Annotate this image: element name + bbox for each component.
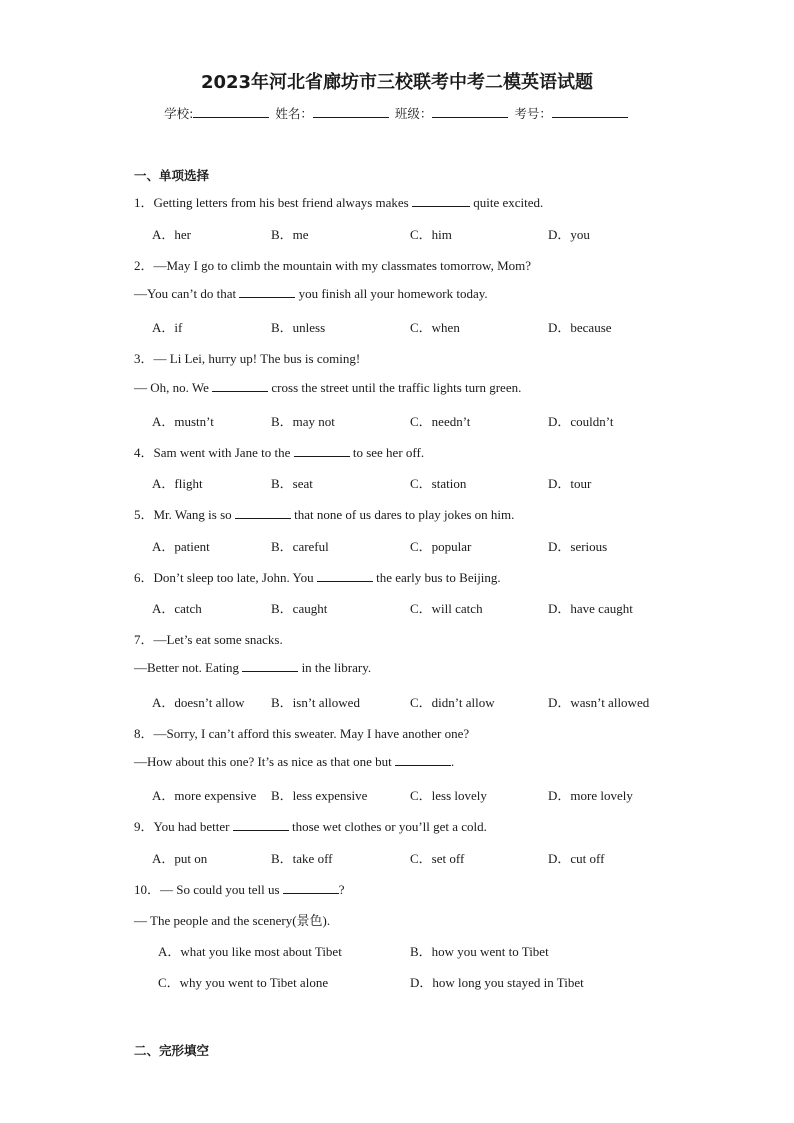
question-6 bbox=[134, 567, 501, 586]
answer-blank bbox=[283, 882, 339, 894]
question-7-line-2 bbox=[134, 660, 371, 676]
option-b[interactable]: B．take off bbox=[271, 851, 333, 866]
option-d[interactable]: D．couldn’t bbox=[548, 414, 614, 429]
question-text: to see her off. bbox=[349, 445, 425, 460]
section-heading-single-choice: 一、单项选择 bbox=[134, 168, 210, 183]
option-c[interactable]: C．will catch bbox=[410, 601, 483, 616]
question-text: 10．— So could you tell us bbox=[134, 882, 283, 897]
section-heading-cloze: 二、完形填空 bbox=[134, 1043, 210, 1058]
question-text: those wet clothes or you’ll get a cold. bbox=[288, 819, 487, 834]
question-text: cross the street until the traffic lights turn green. bbox=[268, 380, 522, 395]
question-text: in the library. bbox=[298, 660, 372, 675]
question-8: 8．—Sorry, I can’t afford this sweater. May I have another one? bbox=[134, 726, 470, 741]
school-label: 学校: bbox=[164, 106, 194, 121]
question-text: ? bbox=[338, 882, 345, 897]
option-a[interactable]: A．flight bbox=[152, 476, 203, 491]
option-b[interactable]: B．seat bbox=[271, 476, 313, 491]
option-b[interactable]: B．less expensive bbox=[271, 788, 368, 803]
option-c[interactable]: C．set off bbox=[410, 851, 465, 866]
question-3-line-2 bbox=[134, 380, 521, 396]
answer-blank bbox=[242, 660, 298, 672]
question-text: 6．Don’t sleep too late, John. You bbox=[134, 570, 317, 585]
option-b[interactable]: B．isn’t allowed bbox=[271, 695, 360, 710]
question-text: 1．Getting letters from his best friend always makes bbox=[134, 195, 412, 210]
option-d[interactable]: D．how long you stayed in Tibet bbox=[410, 975, 584, 990]
question-3: 3．— Li Lei, hurry up! The bus is coming! bbox=[134, 351, 361, 366]
exam-number-label: 考号： bbox=[514, 106, 552, 121]
exam-number-blank[interactable] bbox=[552, 105, 628, 118]
name-blank[interactable] bbox=[313, 105, 389, 118]
option-a[interactable]: A．if bbox=[152, 320, 183, 335]
question-text: —You can’t do that bbox=[134, 286, 240, 301]
question-text: . bbox=[451, 754, 455, 769]
answer-blank bbox=[233, 819, 289, 831]
option-a[interactable]: A．put on bbox=[152, 851, 208, 866]
option-b[interactable]: B．careful bbox=[271, 539, 329, 554]
option-a[interactable]: A．what you like most about Tibet bbox=[158, 944, 342, 959]
option-b[interactable]: B．how you went to Tibet bbox=[410, 944, 549, 959]
question-text: 4．Sam went with Jane to the bbox=[134, 445, 294, 460]
option-a[interactable]: A．catch bbox=[152, 601, 202, 616]
question-text: — Oh, no. We bbox=[134, 380, 213, 395]
question-text: 9．You had better bbox=[134, 819, 233, 834]
class-label: 班级： bbox=[394, 106, 433, 121]
answer-blank bbox=[239, 286, 295, 298]
option-b[interactable]: B．unless bbox=[271, 320, 326, 335]
option-c[interactable]: C．station bbox=[410, 476, 467, 491]
answer-blank bbox=[317, 570, 373, 582]
question-7: 7．—Let’s eat some snacks. bbox=[134, 632, 283, 647]
option-c[interactable]: C．less lovely bbox=[410, 788, 487, 803]
name-label: 姓名： bbox=[275, 106, 313, 121]
answer-blank bbox=[395, 754, 451, 766]
option-b[interactable]: B．me bbox=[271, 227, 309, 242]
answer-blank bbox=[294, 445, 350, 457]
option-c[interactable]: C．popular bbox=[410, 539, 472, 554]
question-2-line-2 bbox=[134, 286, 488, 302]
question-text: quite excited. bbox=[470, 195, 544, 210]
option-d[interactable]: D．tour bbox=[548, 476, 592, 491]
question-text: —How about this one? It’s as nice as that one but bbox=[134, 754, 396, 769]
answer-blank bbox=[212, 380, 268, 392]
option-a[interactable]: A．mustn’t bbox=[152, 414, 214, 429]
class-blank[interactable] bbox=[432, 105, 508, 118]
option-b[interactable]: B．may not bbox=[271, 414, 335, 429]
option-c[interactable]: C．didn’t allow bbox=[410, 695, 495, 710]
question-8-line-2 bbox=[134, 754, 454, 770]
option-a[interactable]: A．more expensive bbox=[152, 788, 257, 803]
question-text: —Better not. Eating bbox=[134, 660, 243, 675]
option-c[interactable]: C．when bbox=[410, 320, 460, 335]
option-d[interactable]: D．have caught bbox=[548, 601, 633, 616]
question-10 bbox=[134, 879, 345, 898]
question-10-line-2: — The people and the scenery(景色). bbox=[134, 913, 331, 928]
answer-blank bbox=[412, 195, 470, 207]
option-d[interactable]: D．serious bbox=[548, 539, 608, 554]
option-c[interactable]: C．needn’t bbox=[410, 414, 471, 429]
school-blank[interactable] bbox=[193, 105, 269, 118]
question-5 bbox=[134, 504, 514, 523]
option-c[interactable]: C．why you went to Tibet alone bbox=[158, 975, 329, 990]
option-d[interactable]: D．cut off bbox=[548, 851, 605, 866]
student-info-line bbox=[0, 104, 794, 122]
question-1 bbox=[134, 192, 543, 211]
question-2: 2．—May I go to climb the mountain with my classmates tomorrow, Mom? bbox=[134, 258, 532, 273]
option-a[interactable]: A．patient bbox=[152, 539, 210, 554]
question-text: you finish all your homework today. bbox=[295, 286, 488, 301]
option-a[interactable]: A．doesn’t allow bbox=[152, 695, 245, 710]
answer-blank bbox=[235, 507, 291, 519]
option-a[interactable]: A．her bbox=[152, 227, 191, 242]
page-title: 2023年河北省廊坊市三校联考中考二模英语试题 bbox=[200, 72, 594, 93]
question-text: that none of us dares to play jokes on him. bbox=[290, 507, 515, 522]
option-b[interactable]: B．caught bbox=[271, 601, 328, 616]
question-9 bbox=[134, 816, 487, 835]
option-d[interactable]: D．because bbox=[548, 320, 612, 335]
option-c[interactable]: C．him bbox=[410, 227, 452, 242]
option-d[interactable]: D．wasn’t allowed bbox=[548, 695, 650, 710]
question-text: 5．Mr. Wang is so bbox=[134, 507, 235, 522]
option-d[interactable]: D．you bbox=[548, 227, 590, 242]
question-4 bbox=[134, 442, 424, 461]
option-d[interactable]: D．more lovely bbox=[548, 788, 633, 803]
question-text: the early bus to Beijing. bbox=[372, 570, 501, 585]
